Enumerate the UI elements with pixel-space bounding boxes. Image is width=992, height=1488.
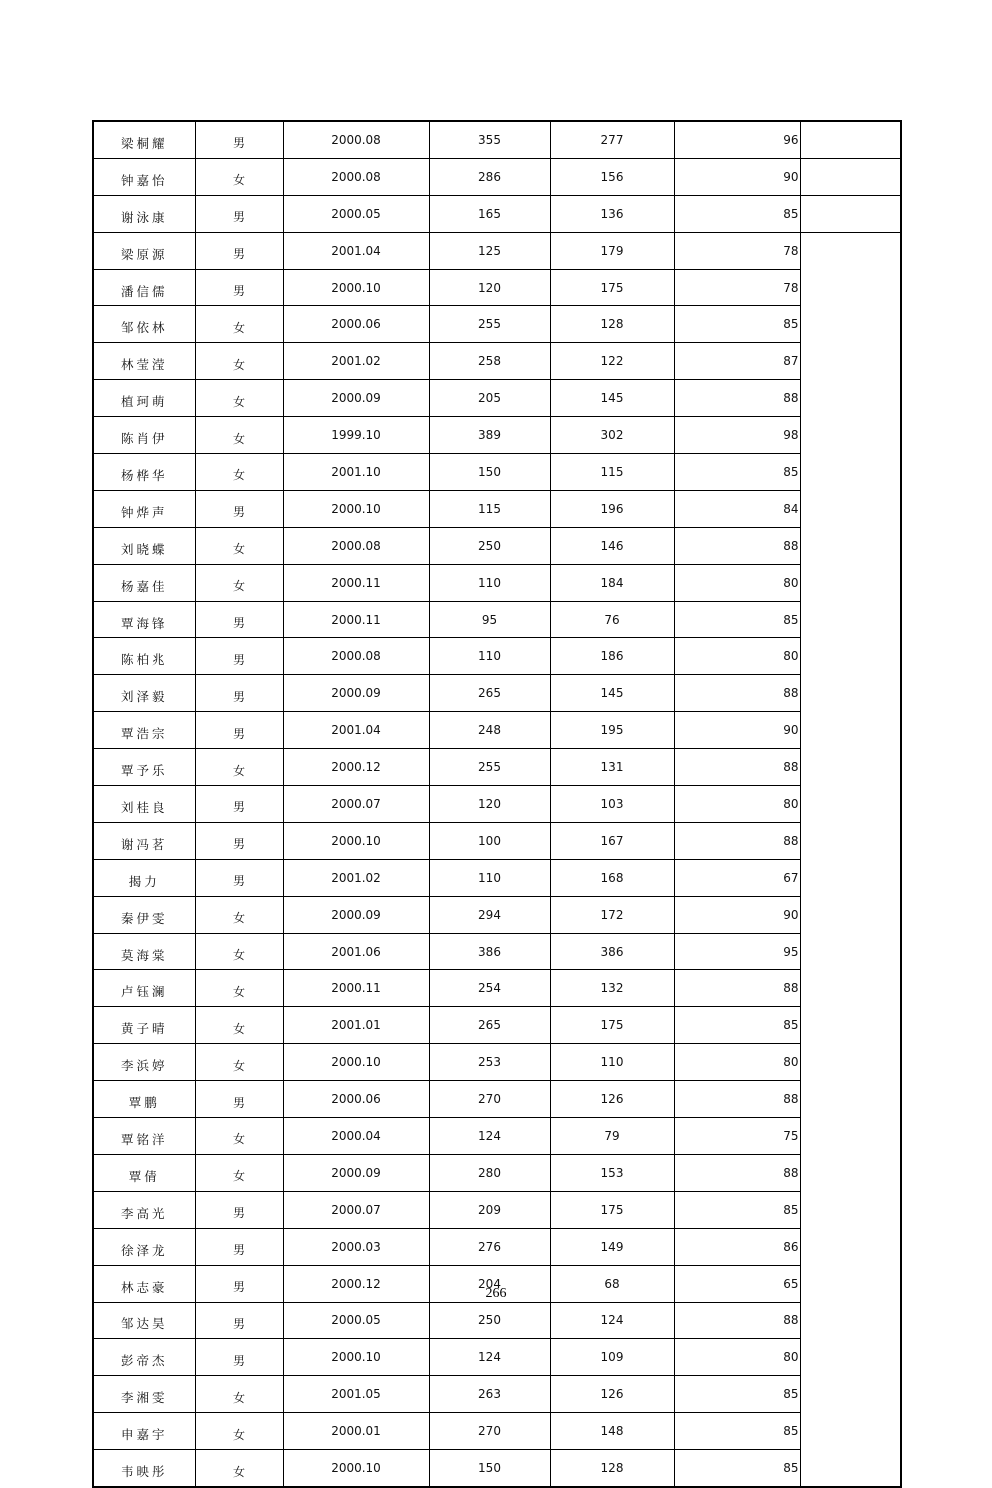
gender-cell: 女 — [195, 933, 283, 970]
value-cell-1: 110 — [429, 564, 550, 601]
table-row — [93, 1302, 901, 1339]
table-row — [93, 1339, 901, 1376]
gender-cell: 男 — [195, 712, 283, 749]
value-cell-2: 175 — [550, 1007, 674, 1044]
value-cell-1: 115 — [429, 490, 550, 527]
score-cell: 88 — [674, 1081, 800, 1118]
score-cell: 86 — [674, 1228, 800, 1265]
gender-cell: 男 — [195, 269, 283, 306]
value-cell-1: 120 — [429, 269, 550, 306]
value-cell-1: 280 — [429, 1154, 550, 1191]
table-row — [93, 417, 901, 454]
score-cell: 98 — [674, 417, 800, 454]
name-cell: 李高光 — [93, 1191, 195, 1228]
value-cell-1: 205 — [429, 380, 550, 417]
score-cell: 65 — [674, 1265, 800, 1302]
score-cell: 90 — [674, 158, 800, 195]
table-row — [93, 712, 901, 749]
birth-date-cell: 2000.10 — [283, 269, 429, 306]
gender-cell: 男 — [195, 638, 283, 675]
name-cell: 谢冯茗 — [93, 822, 195, 859]
value-cell-1: 250 — [429, 1302, 550, 1339]
value-cell-2: 195 — [550, 712, 674, 749]
name-cell: 李浜婷 — [93, 1044, 195, 1081]
value-cell-1: 125 — [429, 232, 550, 269]
value-cell-1: 258 — [429, 343, 550, 380]
value-cell-1: 120 — [429, 786, 550, 823]
birth-date-cell: 2001.06 — [283, 933, 429, 970]
score-cell: 80 — [674, 1044, 800, 1081]
table-row — [93, 638, 901, 675]
score-cell: 85 — [674, 306, 800, 343]
name-cell: 钟嘉怡 — [93, 158, 195, 195]
value-cell-1: 110 — [429, 859, 550, 896]
page-number: 266 — [485, 1286, 507, 1301]
value-cell-1: 250 — [429, 527, 550, 564]
value-cell-2: 175 — [550, 269, 674, 306]
value-cell-2: 131 — [550, 749, 674, 786]
value-cell-2: 277 — [550, 121, 674, 158]
value-cell-2: 68 — [550, 1265, 674, 1302]
score-cell: 80 — [674, 1339, 800, 1376]
table-row — [93, 195, 901, 232]
value-cell-1: 253 — [429, 1044, 550, 1081]
gender-cell: 男 — [195, 195, 283, 232]
value-cell-2: 124 — [550, 1302, 674, 1339]
value-cell-2: 146 — [550, 527, 674, 564]
gender-cell: 男 — [195, 675, 283, 712]
birth-date-cell: 2000.05 — [283, 1302, 429, 1339]
score-cell: 88 — [674, 749, 800, 786]
value-cell-2: 76 — [550, 601, 674, 638]
table-body — [93, 121, 901, 1487]
birth-date-cell: 2000.07 — [283, 786, 429, 823]
name-cell: 植珂萌 — [93, 380, 195, 417]
name-cell: 邹依林 — [93, 306, 195, 343]
value-cell-2: 126 — [550, 1081, 674, 1118]
name-cell: 揭力 — [93, 859, 195, 896]
value-cell-2: 153 — [550, 1154, 674, 1191]
value-cell-2: 109 — [550, 1339, 674, 1376]
gender-cell: 男 — [195, 786, 283, 823]
value-cell-1: 165 — [429, 195, 550, 232]
name-cell: 李湘雯 — [93, 1376, 195, 1413]
gender-cell: 女 — [195, 454, 283, 491]
gender-cell: 女 — [195, 1154, 283, 1191]
value-cell-2: 156 — [550, 158, 674, 195]
remarks-cell — [800, 121, 901, 158]
name-cell: 刘泽毅 — [93, 675, 195, 712]
value-cell-2: 128 — [550, 306, 674, 343]
name-cell: 邹达昊 — [93, 1302, 195, 1339]
table-row — [93, 970, 901, 1007]
birth-date-cell: 2000.06 — [283, 306, 429, 343]
table-row — [93, 896, 901, 933]
name-cell: 徐泽龙 — [93, 1228, 195, 1265]
table-row — [93, 380, 901, 417]
table-row — [93, 601, 901, 638]
score-cell: 88 — [674, 527, 800, 564]
name-cell: 陈肖伊 — [93, 417, 195, 454]
birth-date-cell: 2000.08 — [283, 121, 429, 158]
value-cell-2: 148 — [550, 1413, 674, 1450]
score-cell: 88 — [674, 970, 800, 1007]
value-cell-2: 167 — [550, 822, 674, 859]
value-cell-1: 255 — [429, 749, 550, 786]
name-cell: 刘桂良 — [93, 786, 195, 823]
birth-date-cell: 2000.09 — [283, 380, 429, 417]
name-cell: 覃铭洋 — [93, 1118, 195, 1155]
birth-date-cell: 2000.11 — [283, 564, 429, 601]
value-cell-1: 386 — [429, 933, 550, 970]
score-cell: 78 — [674, 269, 800, 306]
score-cell: 84 — [674, 490, 800, 527]
score-cell: 96 — [674, 121, 800, 158]
gender-cell: 女 — [195, 417, 283, 454]
value-cell-2: 179 — [550, 232, 674, 269]
name-cell: 卢钰澜 — [93, 970, 195, 1007]
value-cell-1: 270 — [429, 1081, 550, 1118]
score-cell: 78 — [674, 232, 800, 269]
value-cell-1: 294 — [429, 896, 550, 933]
table-row — [93, 1450, 901, 1487]
birth-date-cell: 2000.12 — [283, 749, 429, 786]
score-cell: 88 — [674, 1302, 800, 1339]
table-row — [93, 1376, 901, 1413]
gender-cell: 女 — [195, 343, 283, 380]
table-row — [93, 564, 901, 601]
table-row — [93, 490, 901, 527]
gender-cell: 男 — [195, 1265, 283, 1302]
birth-date-cell: 2000.07 — [283, 1191, 429, 1228]
table-row — [93, 158, 901, 195]
table-row — [93, 786, 901, 823]
name-cell: 覃鹏 — [93, 1081, 195, 1118]
table-row — [93, 269, 901, 306]
gender-cell: 男 — [195, 1191, 283, 1228]
birth-date-cell: 2001.02 — [283, 343, 429, 380]
value-cell-2: 149 — [550, 1228, 674, 1265]
value-cell-1: 263 — [429, 1376, 550, 1413]
name-cell: 韦映彤 — [93, 1450, 195, 1487]
gender-cell: 男 — [195, 232, 283, 269]
table-row — [93, 1081, 901, 1118]
birth-date-cell: 2000.10 — [283, 1339, 429, 1376]
table-row — [93, 1007, 901, 1044]
birth-date-cell: 2000.12 — [283, 1265, 429, 1302]
birth-date-cell: 2001.10 — [283, 454, 429, 491]
name-cell: 覃海锋 — [93, 601, 195, 638]
birth-date-cell: 1999.10 — [283, 417, 429, 454]
value-cell-2: 386 — [550, 933, 674, 970]
birth-date-cell: 2000.10 — [283, 822, 429, 859]
value-cell-1: 248 — [429, 712, 550, 749]
gender-cell: 男 — [195, 1302, 283, 1339]
table-row — [93, 1413, 901, 1450]
birth-date-cell: 2000.01 — [283, 1413, 429, 1450]
value-cell-1: 100 — [429, 822, 550, 859]
value-cell-2: 145 — [550, 675, 674, 712]
gender-cell: 女 — [195, 1118, 283, 1155]
birth-date-cell: 2000.10 — [283, 1044, 429, 1081]
value-cell-1: 254 — [429, 970, 550, 1007]
name-cell: 覃浩宗 — [93, 712, 195, 749]
gender-cell: 女 — [195, 896, 283, 933]
birth-date-cell: 2000.05 — [283, 195, 429, 232]
table-row — [93, 1044, 901, 1081]
gender-cell: 女 — [195, 380, 283, 417]
birth-date-cell: 2000.09 — [283, 896, 429, 933]
score-cell: 88 — [674, 822, 800, 859]
birth-date-cell: 2000.06 — [283, 1081, 429, 1118]
name-cell: 梁桐耀 — [93, 121, 195, 158]
birth-date-cell: 2001.04 — [283, 232, 429, 269]
name-cell: 杨嘉佳 — [93, 564, 195, 601]
gender-cell: 女 — [195, 970, 283, 1007]
value-cell-1: 265 — [429, 675, 550, 712]
table-row — [93, 1191, 901, 1228]
value-cell-2: 186 — [550, 638, 674, 675]
name-cell: 申嘉宇 — [93, 1413, 195, 1450]
student-table — [92, 120, 902, 1488]
score-cell: 88 — [674, 380, 800, 417]
value-cell-2: 145 — [550, 380, 674, 417]
name-cell: 梁原源 — [93, 232, 195, 269]
gender-cell: 男 — [195, 859, 283, 896]
score-cell: 85 — [674, 454, 800, 491]
table-row — [93, 121, 901, 158]
birth-date-cell: 2000.09 — [283, 1154, 429, 1191]
table-row — [93, 306, 901, 343]
value-cell-2: 122 — [550, 343, 674, 380]
value-cell-1: 95 — [429, 601, 550, 638]
gender-cell: 男 — [195, 601, 283, 638]
gender-cell: 女 — [195, 306, 283, 343]
gender-cell: 男 — [195, 490, 283, 527]
value-cell-2: 126 — [550, 1376, 674, 1413]
score-cell: 88 — [674, 1154, 800, 1191]
birth-date-cell: 2000.04 — [283, 1118, 429, 1155]
table-row — [93, 454, 901, 491]
score-cell: 67 — [674, 859, 800, 896]
birth-date-cell: 2000.11 — [283, 601, 429, 638]
value-cell-1: 276 — [429, 1228, 550, 1265]
table-row — [93, 859, 901, 896]
birth-date-cell: 2000.10 — [283, 490, 429, 527]
birth-date-cell: 2001.02 — [283, 859, 429, 896]
birth-date-cell: 2000.08 — [283, 527, 429, 564]
score-cell: 80 — [674, 786, 800, 823]
table-row — [93, 1118, 901, 1155]
value-cell-1: 150 — [429, 454, 550, 491]
value-cell-1: 355 — [429, 121, 550, 158]
score-cell: 85 — [674, 195, 800, 232]
table-row — [93, 822, 901, 859]
table-row — [93, 527, 901, 564]
birth-date-cell: 2000.08 — [283, 638, 429, 675]
value-cell-2: 168 — [550, 859, 674, 896]
name-cell: 莫海棠 — [93, 933, 195, 970]
value-cell-1: 265 — [429, 1007, 550, 1044]
name-cell: 刘晓蝶 — [93, 527, 195, 564]
birth-date-cell: 2001.04 — [283, 712, 429, 749]
gender-cell: 男 — [195, 1228, 283, 1265]
value-cell-1: 150 — [429, 1450, 550, 1487]
table-row — [93, 232, 901, 269]
gender-cell: 男 — [195, 822, 283, 859]
value-cell-1: 389 — [429, 417, 550, 454]
gender-cell: 女 — [195, 749, 283, 786]
value-cell-2: 132 — [550, 970, 674, 1007]
birth-date-cell: 2001.01 — [283, 1007, 429, 1044]
value-cell-2: 103 — [550, 786, 674, 823]
value-cell-2: 110 — [550, 1044, 674, 1081]
remarks-cell — [800, 158, 901, 195]
gender-cell: 女 — [195, 1413, 283, 1450]
table-row — [93, 343, 901, 380]
gender-cell: 男 — [195, 1081, 283, 1118]
value-cell-1: 204 — [429, 1265, 550, 1302]
value-cell-1: 270 — [429, 1413, 550, 1450]
score-cell: 85 — [674, 1191, 800, 1228]
birth-date-cell: 2001.05 — [283, 1376, 429, 1413]
gender-cell: 女 — [195, 1376, 283, 1413]
gender-cell: 女 — [195, 158, 283, 195]
birth-date-cell: 2000.03 — [283, 1228, 429, 1265]
score-cell: 90 — [674, 712, 800, 749]
table-row — [93, 749, 901, 786]
score-cell: 90 — [674, 896, 800, 933]
score-cell: 85 — [674, 601, 800, 638]
value-cell-1: 124 — [429, 1339, 550, 1376]
name-cell: 彭帝杰 — [93, 1339, 195, 1376]
table-row — [93, 675, 901, 712]
score-cell: 80 — [674, 638, 800, 675]
gender-cell: 男 — [195, 121, 283, 158]
score-cell: 85 — [674, 1376, 800, 1413]
remarks-cell — [800, 195, 901, 232]
value-cell-2: 79 — [550, 1118, 674, 1155]
name-cell: 覃倩 — [93, 1154, 195, 1191]
gender-cell: 女 — [195, 1450, 283, 1487]
birth-date-cell: 2000.10 — [283, 1450, 429, 1487]
name-cell: 黄子晴 — [93, 1007, 195, 1044]
value-cell-2: 196 — [550, 490, 674, 527]
birth-date-cell: 2000.09 — [283, 675, 429, 712]
score-cell: 80 — [674, 564, 800, 601]
value-cell-1: 110 — [429, 638, 550, 675]
table-row — [93, 1154, 901, 1191]
value-cell-1: 124 — [429, 1118, 550, 1155]
birth-date-cell: 2000.11 — [283, 970, 429, 1007]
gender-cell: 女 — [195, 1044, 283, 1081]
score-cell: 75 — [674, 1118, 800, 1155]
name-cell: 林志豪 — [93, 1265, 195, 1302]
gender-cell: 男 — [195, 1339, 283, 1376]
name-cell: 陈柏兆 — [93, 638, 195, 675]
score-cell: 88 — [674, 675, 800, 712]
name-cell: 钟烨声 — [93, 490, 195, 527]
value-cell-1: 255 — [429, 306, 550, 343]
gender-cell: 女 — [195, 527, 283, 564]
table-row — [93, 933, 901, 970]
gender-cell: 女 — [195, 564, 283, 601]
gender-cell: 女 — [195, 1007, 283, 1044]
score-cell: 85 — [674, 1413, 800, 1450]
value-cell-2: 172 — [550, 896, 674, 933]
birth-date-cell: 2000.08 — [283, 158, 429, 195]
score-cell: 85 — [674, 1450, 800, 1487]
name-cell: 秦伊雯 — [93, 896, 195, 933]
value-cell-2: 136 — [550, 195, 674, 232]
value-cell-2: 175 — [550, 1191, 674, 1228]
value-cell-1: 209 — [429, 1191, 550, 1228]
name-cell: 覃予乐 — [93, 749, 195, 786]
name-cell: 林莹滢 — [93, 343, 195, 380]
score-cell: 95 — [674, 933, 800, 970]
value-cell-2: 302 — [550, 417, 674, 454]
table-row — [93, 1228, 901, 1265]
value-cell-1: 286 — [429, 158, 550, 195]
value-cell-2: 115 — [550, 454, 674, 491]
name-cell: 谢泳康 — [93, 195, 195, 232]
name-cell: 杨桦华 — [93, 454, 195, 491]
value-cell-2: 128 — [550, 1450, 674, 1487]
value-cell-2: 184 — [550, 564, 674, 601]
score-cell: 85 — [674, 1007, 800, 1044]
score-cell: 87 — [674, 343, 800, 380]
name-cell: 潘信儒 — [93, 269, 195, 306]
